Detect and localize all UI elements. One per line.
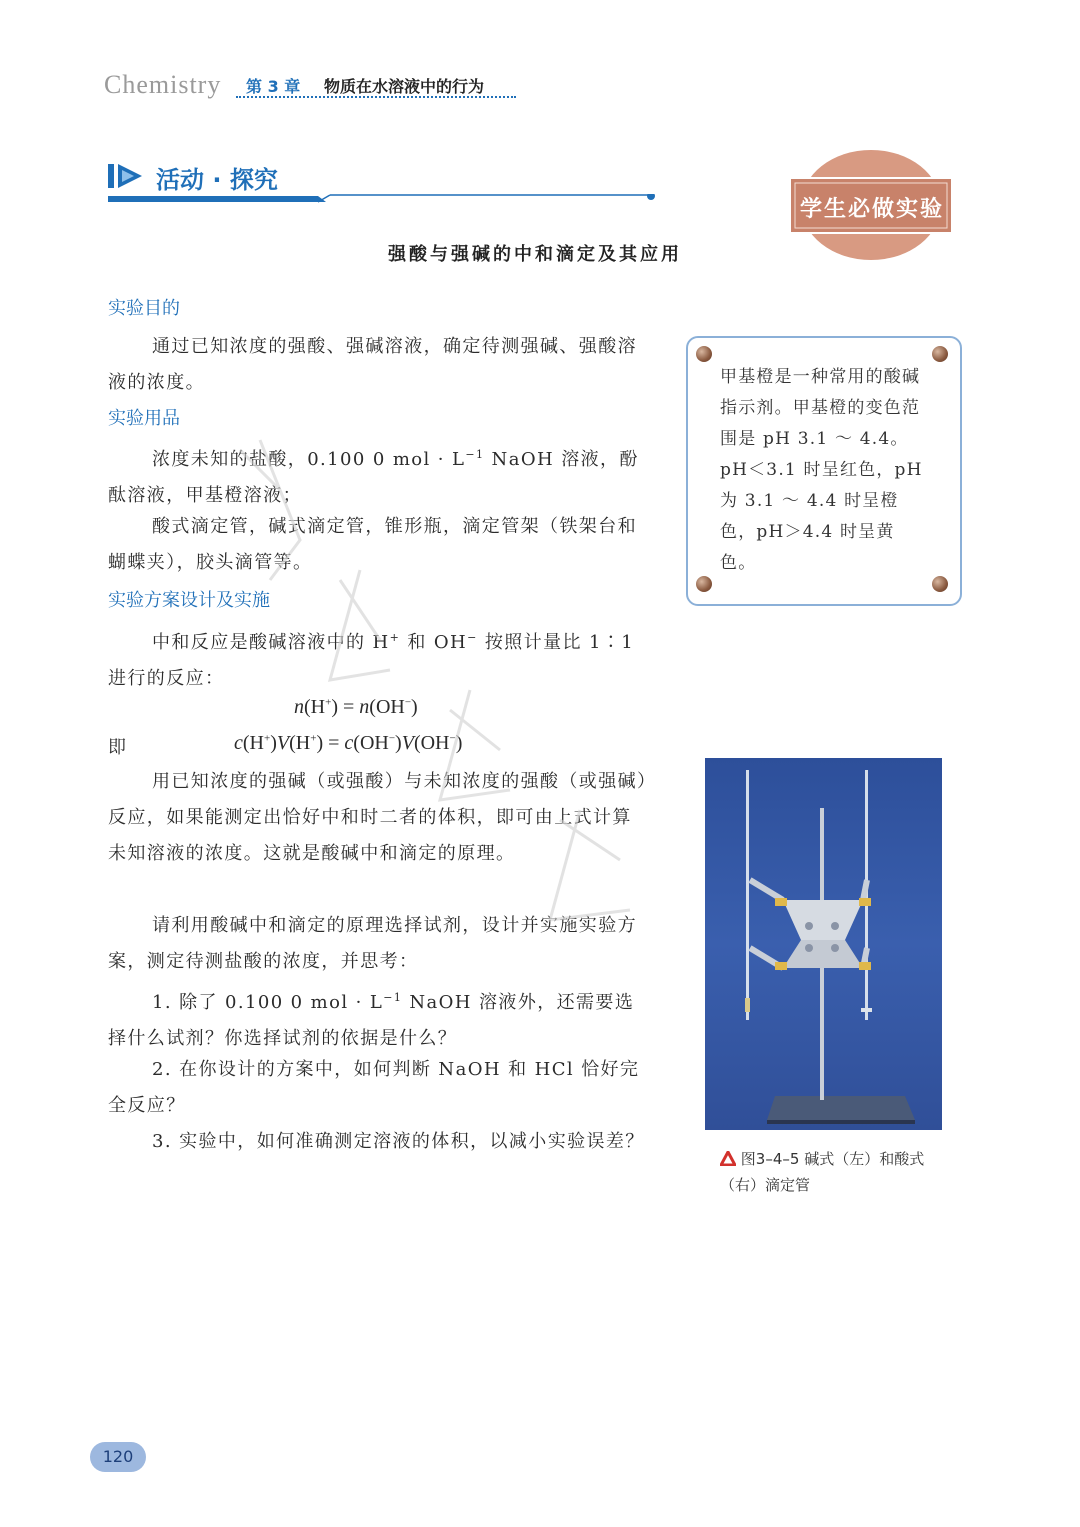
purpose-text: 通过已知浓度的强酸、强碱溶液，确定待测强碱、强酸溶液的浓度。 [108,336,637,393]
materials-heading: 实验用品 [108,408,180,429]
design-intro: 中和反应是酸碱溶液中的 H+ 和 OH− 按照计量比 1∶1 进行的反应： [108,631,635,689]
equation-2: c(H+)V(H+) = c(OH−)V(OH−) [234,732,463,754]
figure-caption [720,1146,940,1198]
header-dotted-rule [236,96,516,98]
page-number: 120 [90,1442,146,1472]
burette-stand-illustration [705,758,942,1130]
principle-text: 用已知浓度的强碱（或强酸）与未知浓度的强酸（或强碱）反应，如果能测定出恰好中和时二者的体积，即可由上式计算未知溶液的浓度。这就是酸碱中和滴定的原理。 [108,771,648,864]
question-3: 3. 实验中，如何准确测定溶液的体积，以减小实验误差？ [152,1131,645,1152]
rivet-icon [932,576,948,592]
burette-photo [705,758,942,1130]
note-text: 甲基橙是一种常用的酸碱指示剂。甲基橙的变色范围是 pH 3.1 ～ 4.4。pH＜3.1 时呈红色，pH 为 3.1 ～ 4.4 时呈橙色，pH＞4.4 时呈黄色。 [720,367,923,573]
experiment-title: 强酸与强碱的中和滴定及其应用 [388,244,682,265]
section-arrow-icon [108,162,148,190]
reagents-text: 浓度未知的盐酸，0.100 0 mol · $L^{-1}$ NaOH 溶液，酚酞溶液，甲基橙溶液； [108,448,639,506]
apparatus-text: 酸式滴定管，碱式滴定管，锥形瓶，滴定管架（铁架台和蝴蝶夹），胶头滴管等。 [108,516,637,573]
caption-triangle-icon [720,1151,736,1166]
figure-text: 碱式（左）和酸式（右）滴定管 [720,1150,925,1194]
question-2: 2. 在你设计的方案中，如何判断 NaOH 和 HCl 恰好完全反应？ [108,1059,640,1116]
section-heading: 活动 · 探究 [156,166,278,194]
purpose-heading: 实验目的 [108,298,180,319]
subject-title: Chemistry [104,70,222,99]
equation-2-prefix: 即 [108,737,128,758]
section-underline [108,194,658,206]
question-1: 1. 除了 0.100 0 mol · $L^{-1}$ NaOH 溶液外，还需要选择什么试剂？你选择试剂的依据是什么？ [108,991,635,1049]
chapter-title: 物质在水溶液中的行为 [324,77,485,96]
figure-label: 图3–4–5 [740,1150,800,1168]
badge-label: 学生必做实验 [799,196,944,222]
chapter-number: 第 3 章 [246,77,301,96]
equation-1: n(H+) = n(OH−) [294,696,418,718]
rivet-icon [696,576,712,592]
task-text: 请利用酸碱中和滴定的原理选择试剂，设计并实施实验方案，测定待测盐酸的浓度，并思考： [108,915,637,972]
design-heading: 实验方案设计及实施 [108,590,270,611]
rivet-icon [696,346,712,362]
rivet-icon [932,346,948,362]
